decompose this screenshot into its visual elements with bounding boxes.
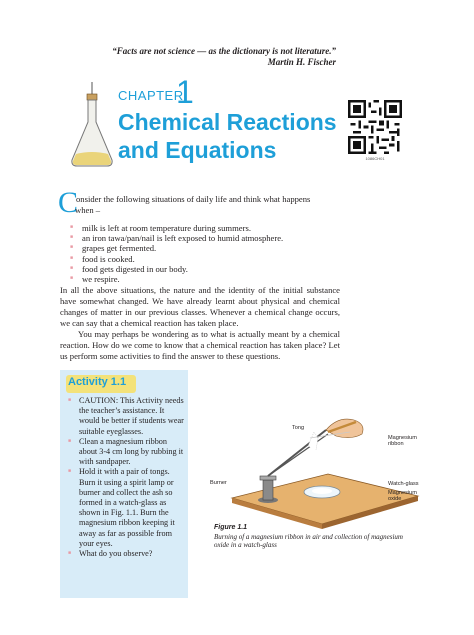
intro-text-continued: when –	[75, 205, 101, 215]
label-burner: Burner	[210, 480, 227, 486]
label-tong: Tong	[292, 425, 305, 431]
figure-magnesium-burning	[206, 410, 422, 530]
list-item: ■ food gets digested in our body.	[70, 264, 350, 274]
list-item: ■ an iron tawa/pan/nail is left exposed to humid atmosphere.	[70, 233, 350, 243]
qr-code-icon[interactable]	[348, 100, 402, 154]
list-item: ■ we respire.	[70, 274, 350, 284]
activity-steps	[68, 396, 186, 559]
activity-step: ■ CAUTION: This Activity needs the teacher’s assistance. It would be better if students wear suitable eyeglasses.	[68, 396, 186, 437]
qr-code-label: 1086CH01	[365, 156, 385, 161]
list-item: ■ grapes get fermented.	[70, 243, 350, 253]
label-magnesium-ribbon: Magnesium ribbon	[388, 435, 417, 447]
quote-text: “Facts are not science — as the dictionary is not literature.”	[112, 46, 336, 56]
flask-illustration	[68, 82, 116, 170]
body-paragraph: You may perhaps be wondering as to what is actually meant by a chemical reaction. How do we come to know that a chemical reaction has taken place? Let us perform some activities to find the answer to these questions.	[60, 329, 340, 361]
drop-cap: C	[58, 186, 79, 219]
list-item: ■ food is cooked.	[70, 254, 350, 264]
chapter-title-line1: Chemical Reactions	[118, 109, 337, 135]
activity-step: ■ Clean a magnesium ribbon about 3-4 cm long by rubbing it with sandpaper.	[68, 437, 186, 468]
body-paragraph: In all the above situations, the nature and the identity of the initial substance have somewhat changed. We have already learnt about physical and chemical changes of matter in our previous classes. Whenever a chemical change occurs, we can say that a chemical reaction has taken place.	[60, 285, 340, 328]
activity-step: ■ Hold it with a pair of tongs. Burn it using a spirit lamp or burner and collect the ash so formed in a watch-glass as shown in Fig. 1.1. Burn the magnesium ribbon keeping it away as far as possible from your eyes.	[68, 467, 186, 549]
quote-author: Martin H. Fischer	[267, 57, 336, 67]
chapter-label: CHAPTER	[118, 88, 184, 103]
list-item: ■ milk is left at room temperature during summers.	[70, 223, 350, 233]
intro-text: onsider the following situations of daily life and think what happens	[76, 194, 311, 204]
label-magnesium-oxide: Magnesium oxide	[388, 490, 417, 502]
activity-title: Activity 1.1	[68, 376, 127, 388]
situations-list	[70, 223, 350, 284]
chapter-title	[118, 108, 348, 164]
figure-title: Figure 1.1	[214, 524, 248, 531]
chapter-number: 1	[176, 74, 194, 110]
label-watch-glass: Watch-glass	[388, 481, 419, 487]
chapter-title-line2: and Equations	[118, 137, 277, 163]
chapter-quote	[90, 46, 336, 68]
figure-caption: Burning of a magnesium ribbon in air and collection of magnesium oxide in a watch-glass	[214, 533, 403, 549]
activity-step: ■ What do you observe?	[68, 549, 186, 559]
